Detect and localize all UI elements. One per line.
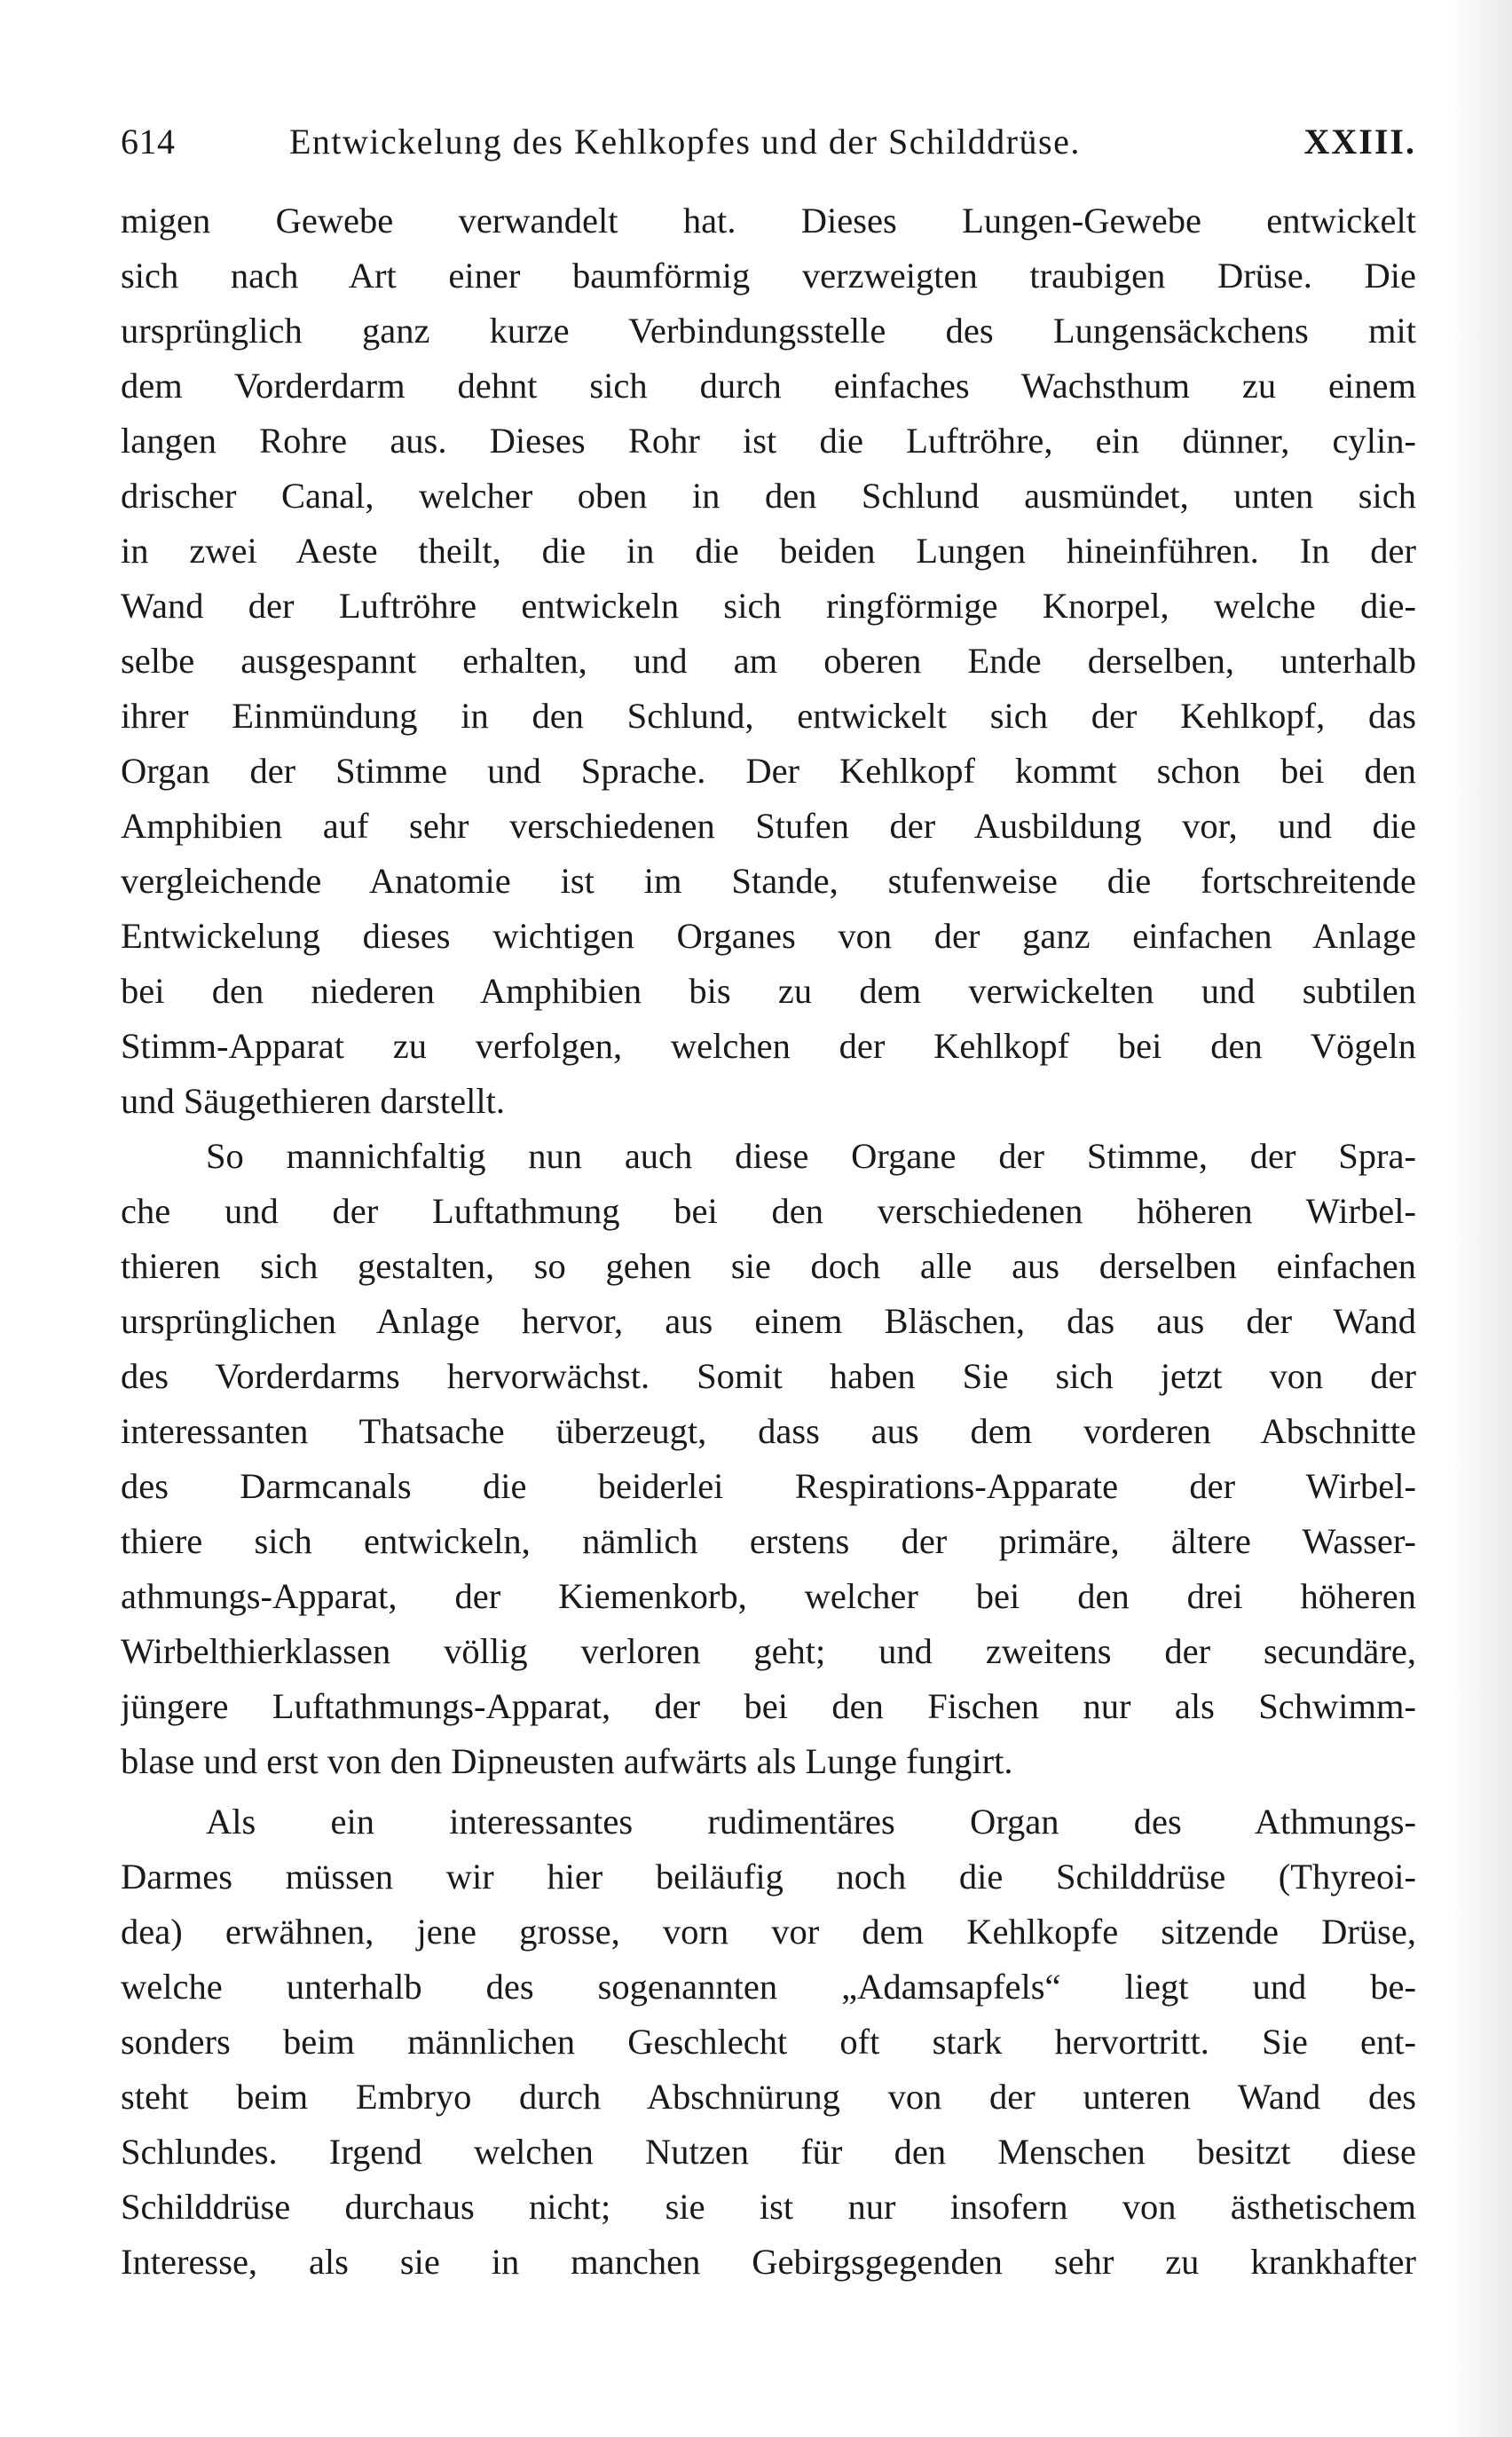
chapter-number: XXIII. bbox=[1303, 122, 1416, 162]
paragraph-end-line: blase und erst von den Dipneusten aufwärts als Lunge fungirt. bbox=[121, 1741, 1013, 1781]
text-line: dea) erwähnen, jene grosse, vorn vor dem Kehlkopfe sitzende Drüse, bbox=[121, 1912, 1416, 1952]
text-line: steht beim Embryo durch Abschnürung von der unteren Wand des bbox=[121, 2077, 1416, 2117]
text-line: ursprünglichen Anlage hervor, aus einem Bläschen, das aus der Wand bbox=[121, 1301, 1416, 1341]
text-line: des Vorderdarms hervorwächst. Somit haben Sie sich jetzt von der bbox=[121, 1356, 1416, 1396]
running-header bbox=[121, 121, 1416, 174]
text-line: Amphibien auf sehr verschiedenen Stufen der Ausbildung vor, und die bbox=[121, 806, 1416, 846]
text-line: migen Gewebe verwandelt hat. Dieses Lungen-Gewebe entwickelt bbox=[121, 201, 1416, 241]
text-line: interessanten Thatsache überzeugt, dass aus dem vorderen Abschnitte bbox=[121, 1411, 1416, 1451]
text-line: sich nach Art einer baumförmig verzweigten traubigen Drüse. Die bbox=[121, 256, 1416, 296]
text-line: vergleichende Anatomie ist im Stande, stufenweise die fortschreitende bbox=[121, 861, 1416, 901]
paragraph-start-line: Als ein interessantes rudimentäres Organ des Athmungs- bbox=[206, 1802, 1416, 1842]
text-line: Schlundes. Irgend welchen Nutzen für den Menschen besitzt diese bbox=[121, 2132, 1416, 2172]
text-line: Interesse, als sie in manchen Gebirgsgegenden sehr zu krankhafter bbox=[121, 2242, 1416, 2282]
text-line: Wand der Luftröhre entwickeln sich ringförmige Knorpel, welche die- bbox=[121, 586, 1416, 626]
text-line: jüngere Luftathmungs-Apparat, der bei den Fischen nur als Schwimm- bbox=[121, 1686, 1416, 1726]
text-line: che und der Luftathmung bei den verschiedenen höheren Wirbel- bbox=[121, 1191, 1416, 1231]
paragraph-start-line: So mannichfaltig nun auch diese Organe der Stimme, der Spra- bbox=[206, 1136, 1416, 1176]
text-line: selbe ausgespannt erhalten, und am oberen Ende derselben, unterhalb bbox=[121, 641, 1416, 681]
text-line: thiere sich entwickeln, nämlich erstens der primäre, ältere Wasser- bbox=[121, 1521, 1416, 1561]
text-line: ihrer Einmündung in den Schlund, entwickelt sich der Kehlkopf, das bbox=[121, 696, 1416, 736]
text-line: bei den niederen Amphibien bis zu dem verwickelten und subtilen bbox=[121, 971, 1416, 1011]
text-line: Stimm-Apparat zu verfolgen, welchen der Kehlkopf bei den Vögeln bbox=[121, 1026, 1416, 1066]
text-line: Entwickelung dieses wichtigen Organes von der ganz einfachen Anlage bbox=[121, 916, 1416, 956]
page-edge-shadow bbox=[1450, 0, 1512, 2437]
text-line: langen Rohre aus. Dieses Rohr ist die Luftröhre, ein dünner, cylin- bbox=[121, 421, 1416, 461]
text-line: Darmes müssen wir hier beiläufig noch die Schilddrüse (Thyreoi- bbox=[121, 1857, 1416, 1897]
text-line: Schilddrüse durchaus nicht; sie ist nur insofern von ästhetischem bbox=[121, 2187, 1416, 2227]
text-line: Wirbelthierklassen völlig verloren geht; und zweitens der secundäre, bbox=[121, 1631, 1416, 1671]
text-line: sonders beim männlichen Geschlecht oft stark hervortritt. Sie ent- bbox=[121, 2022, 1416, 2062]
page-number: 614 bbox=[121, 122, 176, 162]
running-title: Entwickelung des Kehlkopfes und der Schilddrüse. bbox=[289, 122, 1081, 162]
text-line: des Darmcanals die beiderlei Respirations-Apparate der Wirbel- bbox=[121, 1466, 1416, 1506]
body-text bbox=[121, 193, 1416, 2290]
text-line: drischer Canal, welcher oben in den Schlund ausmündet, unten sich bbox=[121, 476, 1416, 516]
text-line: athmungs-Apparat, der Kiemenkorb, welcher bei den drei höheren bbox=[121, 1576, 1416, 1616]
text-line: in zwei Aeste theilt, die in die beiden Lungen hineinführen. In der bbox=[121, 531, 1416, 571]
text-line: Organ der Stimme und Sprache. Der Kehlkopf kommt schon bei den bbox=[121, 751, 1416, 791]
paragraph-end-line: und Säugethieren darstellt. bbox=[121, 1081, 506, 1121]
text-line: ursprünglich ganz kurze Verbindungsstelle des Lungensäckchens mit bbox=[121, 311, 1416, 351]
text-line: welche unterhalb des sogenannten „Adamsapfels“ liegt und be- bbox=[121, 1967, 1416, 2007]
text-line: thieren sich gestalten, so gehen sie doch alle aus derselben einfachen bbox=[121, 1246, 1416, 1286]
text-line: dem Vorderdarm dehnt sich durch einfaches Wachsthum zu einem bbox=[121, 366, 1416, 406]
